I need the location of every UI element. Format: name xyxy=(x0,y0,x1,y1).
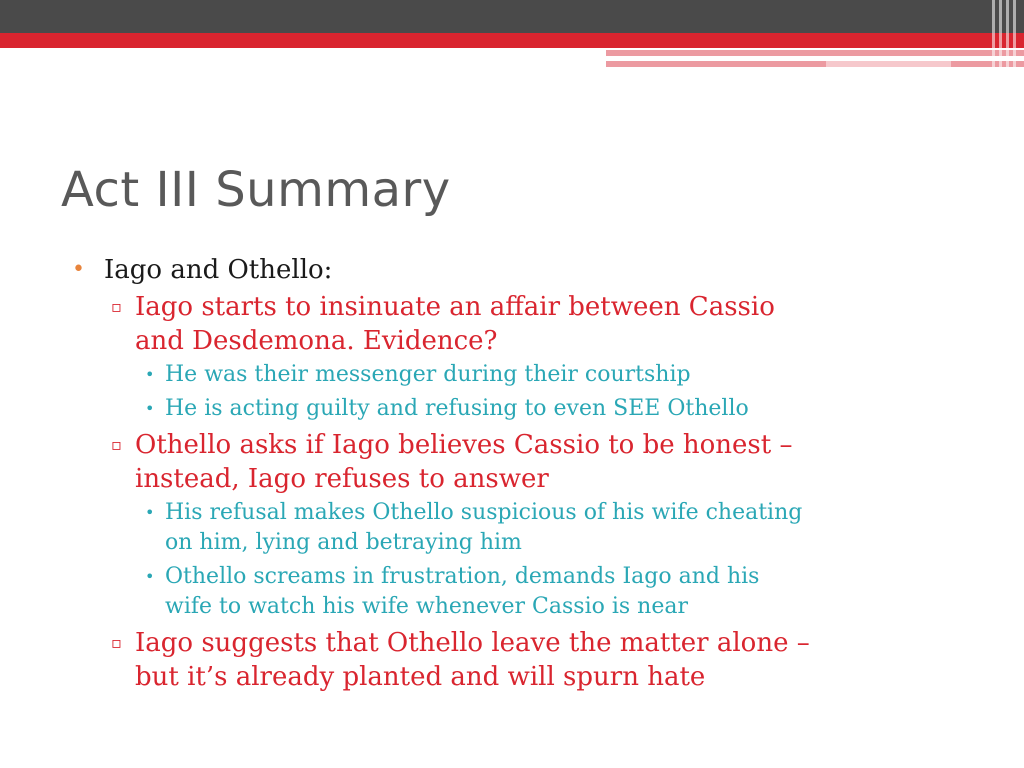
header-pink-bar-segment xyxy=(826,61,951,67)
slide-title: Act III Summary xyxy=(61,162,451,218)
header-stripes xyxy=(988,0,1024,70)
small-dot-icon: • xyxy=(145,567,155,586)
square-bullet-icon: ▫ xyxy=(111,435,122,454)
small-dot-icon: • xyxy=(145,399,155,418)
bullet-level2-iago-suggests xyxy=(111,626,972,694)
bullet-text-line: on him, lying and betraying him xyxy=(165,530,522,555)
bullet-text-line: instead, Iago refuses to answer xyxy=(135,464,549,494)
bullet-text-line: and Desdemona. Evidence? xyxy=(135,326,498,356)
header-pink-bar-lower xyxy=(606,61,1024,67)
header-stripe xyxy=(992,0,995,70)
bullet-level2-othello-asks xyxy=(111,428,972,496)
bullet-text-line: wife to watch his wife whenever Cassio is near xyxy=(165,594,688,619)
bullet-level3-acting-guilty xyxy=(145,394,972,424)
header-stripe xyxy=(1013,0,1016,70)
bullet-level3-messenger xyxy=(145,360,972,390)
square-bullet-icon: ▫ xyxy=(111,297,122,316)
bullet-text-line: His refusal makes Othello suspicious of his wife cheating xyxy=(165,500,803,525)
header-stripe xyxy=(999,0,1002,70)
square-bullet-icon: ▫ xyxy=(111,633,122,652)
bullet-level2-insinuate-affair xyxy=(111,290,972,358)
header-dark-band xyxy=(0,0,1024,33)
bullet-level3-refusal-suspicious xyxy=(145,498,972,558)
bullet-text-line: Othello asks if Iago believes Cassio to be honest – xyxy=(135,430,793,460)
bullet-text-line: Iago suggests that Othello leave the matter alone – xyxy=(135,628,810,658)
bullet-text: Iago and Othello: xyxy=(104,255,333,285)
small-dot-icon: • xyxy=(145,365,155,384)
bullet-text-line: Iago starts to insinuate an affair between Cassio xyxy=(135,292,775,322)
header-red-band xyxy=(0,33,1024,48)
bullet-level1-iago-and-othello xyxy=(72,252,972,288)
bullet-text: He was their messenger during their courtship xyxy=(165,362,691,387)
bullet-text-line: Othello screams in frustration, demands Iago and his xyxy=(165,564,760,589)
bullet-text-line: but it’s already planted and will spurn hate xyxy=(135,662,706,692)
slide-content xyxy=(72,252,972,694)
header-stripe xyxy=(1006,0,1009,70)
bullet-level3-othello-screams xyxy=(145,562,972,622)
bullet-text: He is acting guilty and refusing to even SEE Othello xyxy=(165,396,749,421)
bullet-dot-icon: • xyxy=(72,257,85,282)
small-dot-icon: • xyxy=(145,503,155,522)
